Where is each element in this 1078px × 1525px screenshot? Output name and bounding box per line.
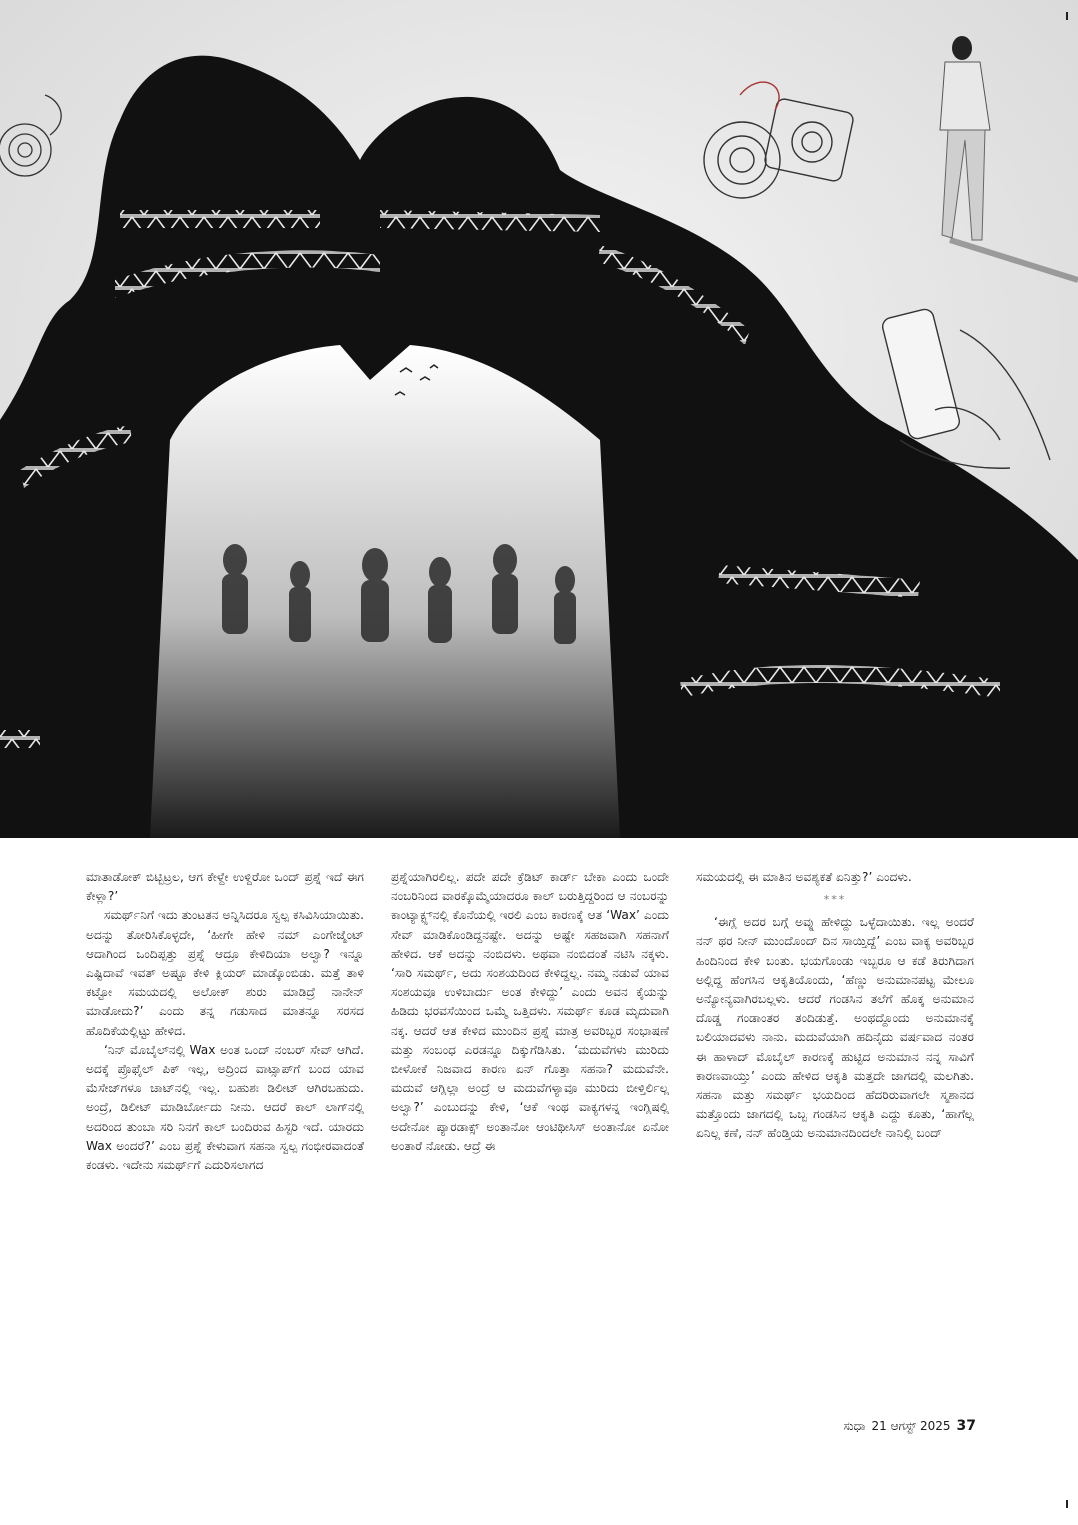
issue-date: 21 ಆಗಸ್ಟ್ 2025: [871, 1419, 951, 1433]
paragraph: ‘ನಿನ್ ಮೊಬೈಲ್‌ನಲ್ಲಿ Wax ಅಂತ ಒಂದ್ ನಂಬರ್ ಸೇವ್ ಆಗಿದೆ. ಅದಕ್ಕೆ ಪ್ರೊಫೈಲ್ ಪಿಕ್ ಇಲ್ಲ, ಅದ್ರಿಂದ ವಾಟ್ಸಾಪ್‌ಗೆ ಬಂದ ಯಾವ ಮೆಸೇಜ್‌ಗಳೂ ಚಾಟ್‌ನಲ್ಲಿ ಇಲ್ಲ. ಬಹುಶಃ ಡಿಲೀಟ್ ಆಗಿರಬಹುದು. ಅಂದ್ರೆ, ಡಿಲೀಟ್ ಮಾಡಿರ್ಬೋದು ನೀನು. ಆದರೆ ಕಾಲ್ ಲಾಗ್‌ನಲ್ಲಿ ಅದರಿಂದ ತುಂಬಾ ಸರಿ ನಿನಗೆ ಕಾಲ್ ಬಂದಿರುವ ಹಿಸ್ಟರಿ ಇದೆ. ಯಾರದು Wax ಅಂದರೆ?’ ಎಂಬ ಪ್ರಶ್ನೆ ಕೇಳುವಾಗ ಸಹನಾ ಸ್ವಲ್ಪ ಗಂಭೀರವಾದಂತೆ ಕಂಡಳು. ಇದೇನು ಸಮರ್ಥ್‌ಗೆ ಎದುರಿಸಲಾಗದ: [86, 1042, 364, 1173]
article-column-3: [696, 868, 974, 1408]
section-separator: ***: [823, 893, 847, 907]
paragraph-continued: ಸಮಯದಲ್ಲಿ ಈ ಮಾತಿನ ಅವಶ್ಯಕತೆ ಏನಿತ್ತು?’ ಎಂದಳು.: [696, 870, 912, 884]
paragraph-continued: ಪ್ರಶ್ನೆಯಾಗಿರಲಿಲ್ಲ. ಪದೇ ಪದೇ ಕ್ರೆಡಿಟ್ ಕಾರ್ಡ್ ಬೇಕಾ ಎಂದು ಒಂದೇ ನಂಬರಿನಿಂದ ವಾರಕ್ಕೊಮ್ಮೆಯಾದರೂ ಕಾಲ್ ಬರುತ್ತಿದ್ದರಿಂದ ಆ ನಂಬರನ್ನು ಕಾಂಟ್ಯಾಕ್ಟ್ಸ್‌ನಲ್ಲಿ ಕೊನೆಯಲ್ಲಿ ಇರಲಿ ಎಂಬ ಕಾರಣಕ್ಕೆ ಆತ ‘Wax’ ಎಂದು ಸೇವ್ ಮಾಡಿಕೊಂಡಿದ್ದನಷ್ಟೇ. ಅದನ್ನು ಅಷ್ಟೇ ಸಹಜವಾಗಿ ಸಹನಾಗೆ ಹೇಳಿದ. ಆಕೆ ಅದನ್ನು ನಂಬಿದಳು. ಅಥವಾ ನಂಬಿದಂತೆ ನಟಿಸಿ ನಕ್ಕಳು. ‘ಸಾರಿ ಸಮರ್ಥ್, ಅದು ಸಂಶಯದಿಂದ ಕೇಳಿದ್ದಲ್ಲ. ನಮ್ಮ ನಡುವೆ ಯಾವ ಸಂಶಯವೂ ಉಳಿಬಾರ್ದು ಅಂತ ಕೇಳಿದ್ದು’ ಎಂದು ಅವನ ಕೈಯನ್ನು ಹಿಡಿದು ಭರವಸೆಯಿಂದ ಒಮ್ಮೆ ಒತ್ತಿದಳು. ಸಮರ್ಥ್ ಕೂಡ ಮೃದುವಾಗಿ ನಕ್ಕ. ಆದರೆ ಆತ ಕೇಳಿದ ಮುಂದಿನ ಪ್ರಶ್ನೆ ಮಾತ್ರ ಅವರಿಬ್ಬರ ಸಂಭಾಷಣೆ ಮತ್ತು ಸಂಬಂಧ ಎರಡನ್ನೂ ದಿಕ್ಕುಗೆಡಿಸಿತು. ‘ಮದುವೆಗಳು ಮುರಿದು ಬೀಳೋಕೆ ನಿಜವಾದ ಕಾರಣ ಏನ್ ಗೊತ್ತಾ ಸಹನಾ? ಮದುವೆನೇ. ಮದುವೆ ಆಗ್ಲಿಲ್ಲಾ ಅಂದ್ರೆ ಆ ಮದುವೆಗಳ್ಯಾವೂ ಮುರಿದು ಬೀಳ್ತಿರ್ಲಿಲ್ಲ ಅಲ್ವಾ?’ ಎಂಬುದನ್ನು ಕೇಳಿ, ‘ಆಕೆ ಇಂಥ ವಾಕ್ಯಗಳನ್ನ ಇಂಗ್ಲಿಷಲ್ಲಿ ಅದೇನೋ ಪ್ಯಾರಡಾಕ್ಸ್ ಅಂತಾನೋ ಆಂಟಿಥೀಸಿಸ್ ಅಂತಾನೋ ಏನೋ ಅಂತಾರೆ ನೋಡು. ಆದ್ರೆ ಈ: [391, 870, 669, 1153]
paragraph: ಸಮರ್ಥ್‌ನಿಗೆ ಇದು ತುಂಟತನ ಅನ್ನಿಸಿದರೂ ಸ್ವಲ್ಪ ಕಸಿವಿಸಿಯಾಯಿತು. ಅದನ್ನು ತೋರಿಸಿಕೊಳ್ಳದೇ, ‘ಹೀಗೇ ಹೇಳಿ ನಮ್ ಎಂಗೇಜ್ಮೆಂಟ್ ಆದಾಗಿಂದ ಒಂದಿಪ್ಪತ್ತು ಪ್ರಶ್ನೆ ಆದ್ರೂ ಕೇಳಿದಿಯಾ ಅಲ್ವಾ? ಇನ್ನೂ ಎಷ್ಟಿದಾವೆ ಇವತ್ ಅಷ್ಟೂ ಕೇಳಿ ಕ್ಲಿಯರ್ ಮಾಡ್ಕೊಂಬಿಡು. ಮತ್ತೆ ತಾಳಿ ಕಟ್ಟೋ ಸಮಯದಲ್ಲಿ ಅಲೋಕ್ ಶುರು ಮಾಡಿದ್ರೆ ನಾನೇನ್ ಮಾಡೋದು?’ ಎಂದು ತನ್ನ ಗಡುಸಾದ ಮಾತನ್ನೂ ಸರಸದ ಹೊದಿಕೆಯಲ್ಲಿಟ್ಟು ಹೇಳಿದ.: [86, 908, 364, 1038]
magazine-name: ಸುಧಾ: [843, 1419, 866, 1433]
paragraph: ‘ಈಗ್ಲೆ ಅದರ ಬಗ್ಗೆ ಅವ್ನು ಹೇಳಿದ್ದು ಒಳ್ಳೆದಾಯಿತು. ಇಲ್ಲ ಅಂದರೆ ನನ್ ಥರ ನೀನ್ ಮುಂದೊಂದ್ ದಿನ ಸಾಯ್ತಿದ್ದೆ’ ಎಂಬ ವಾಕ್ಯ ಅವರಿಬ್ಬರ ಹಿಂದಿನಿಂದ ಕೇಳಿ ಬಂತು. ಭಯಗೊಂಡು ಇಬ್ಬರೂ ಆ ಕಡೆ ತಿರುಗಿದಾಗ ಅಲ್ಲಿದ್ದ ಹೆಂಗಸಿನ ಆಕೃತಿಯೊಂದು, ‘ಹೆಣ್ಣು ಅನುಮಾನಪಟ್ಟ ಮೇಲೂ ಅನ್ಯೋನ್ಯವಾಗಿರಬಲ್ಲಳು. ಆದರೆ ಗಂಡಸಿನ ತಲೆಗೆ ಹೊಕ್ಕ ಅನುಮಾನ ದೊಡ್ಡ ಗಂಡಾಂತರ ತಂದಿಡುತ್ತೆ. ಅಂಥದ್ದೊಂದು ಅನುಮಾನಕ್ಕೆ ಬಲಿಯಾದವಳು ನಾನು. ಮದುವೆಯಾಗಿ ಹದಿನೈದು ವರ್ಷವಾದ ನಂತರ ಈ ಹಾಳಾದ್ ಮೊಬೈಲ್ ಕಾರಣಕ್ಕೆ ಹುಟ್ಟಿದ ಅನುಮಾನ ನನ್ನ ಸಾವಿಗೆ ಕಾರಣವಾಯ್ತು’ ಎಂದು ಹೇಳಿದ ಆಕೃತಿ ಮತ್ತದೇ ಜಾಗದಲ್ಲಿ ಮಲಗಿತು. ಸಹನಾ ಮತ್ತು ಸಮರ್ಥ್ ಭಯದಿಂದ ಹೆದರಿರುವಾಗಲೇ ಸ್ಮಶಾನದ ಮತ್ತೊಂದು ಜಾಗದಲ್ಲಿ ಒಬ್ಬ ಗಂಡಸಿನ ಆಕೃತಿ ಎದ್ದು ಕೂತು, ‘ಹಾಗೆಲ್ಲ ಏನಿಲ್ಲ ಕಣೆ, ನನ್ ಹೆಂಡ್ತಿಯ ಅನುಮಾನದಿಂದಲೇ ನಾನಿಲ್ಲಿ ಬಂದ್: [696, 915, 974, 1141]
page-footer: [843, 1418, 976, 1434]
article-column-2: [391, 868, 669, 1408]
crop-mark: [1066, 12, 1068, 20]
article-column-1: [86, 868, 364, 1408]
crop-mark: [1066, 1500, 1068, 1508]
paragraph-continued: ಮಾತಾಡೋಕ್ ಬಿಟ್ಬಿಟ್ರಲ, ಆಗ ಕೇಳ್ದೇ ಉಳ್ದಿರೋ ಒಂದ್ ಪ್ರಶ್ನೆ ಇದೆ ಈಗ ಕೇಳ್ಲಾ?’: [86, 870, 364, 904]
article-body: [86, 868, 974, 1408]
page-number: 37: [956, 1418, 976, 1434]
